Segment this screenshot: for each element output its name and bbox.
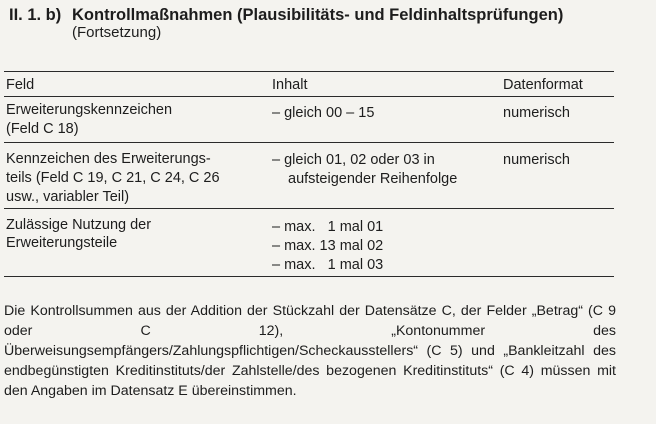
table-row-2-format: numerisch [503,152,570,168]
section-subtitle: (Fortsetzung) [72,24,162,41]
table-row-1-feld-line-1: Erweiterungskennzeichen [6,102,173,118]
table-row-1-feld-line-2: (Feld C 18) [6,121,79,137]
row-rule [4,142,614,143]
table-row-3-inhalt-line-3: – max. 1 mal 03 [272,257,384,273]
table-row-3-inhalt-line-1: – max. 1 mal 01 [272,219,384,235]
table-top-rule [4,71,614,72]
header-rule [4,96,614,97]
section-heading [9,5,564,25]
table-bottom-rule [4,276,614,277]
table-row-3-feld-line-1: Zulässige Nutzung der [6,217,152,233]
table-row-3-feld-line-2: Erweiterungsteile [6,235,118,251]
table-row-2-inhalt-line-1: – gleich 01, 02 oder 03 in [272,152,435,168]
body-paragraph: Die Kontrollsummen aus der Addition der Stückzahl der Datensätze C, der Felder „Betrag“ (C 9 oder C 12), „Kontonummer des Überweisungsempfängers/Zahlungspflichtigen/Scheckausstellers“ (C 5) und „Bankleitzahl des endbegünstigten Kreditinstituts/der Zahlstelle/des bezogenen Kreditinstituts“ (C 4) müssen mit den Angaben im Datensatz E übereinstimmen. [4,303,616,399]
section-number: II. 1. b) [9,6,62,24]
section-title: Kontrollmaßnahmen (Plausibilitäts- und Feldinhaltsprüfungen) [72,6,564,24]
row-rule [4,208,614,209]
table-row-1-inhalt: – gleich 00 – 15 [272,105,375,121]
table-row-2-feld-line-1: Kennzeichen des Erweiterungs- [6,151,211,167]
column-header-inhalt: Inhalt [272,77,308,93]
column-header-datenformat: Datenformat [503,77,583,93]
table-row-2-inhalt-line-2: aufsteigender Reihenfolge [288,171,458,187]
table-row-2-feld-line-2: teils (Feld C 19, C 21, C 24, C 26 [6,170,220,186]
column-header-feld: Feld [6,77,35,93]
table-row-1-format: numerisch [503,105,570,121]
table-row-2-feld-line-3: usw., variabler Teil) [6,189,130,205]
table-row-3-inhalt-line-2: – max. 13 mal 02 [272,238,384,254]
